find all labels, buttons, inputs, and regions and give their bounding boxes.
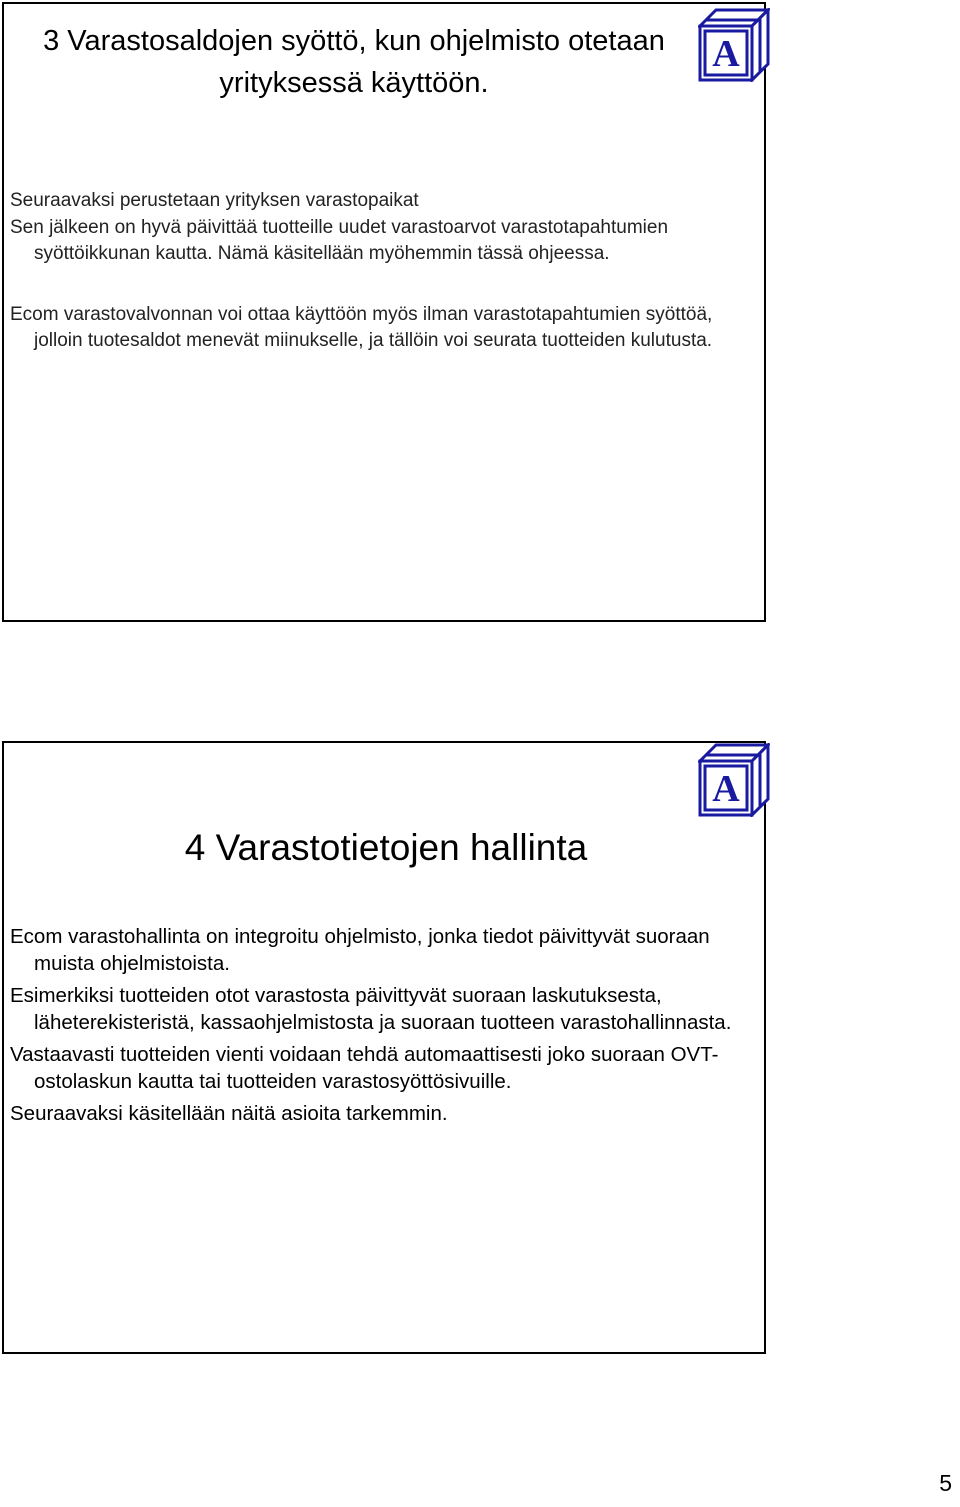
title-line-2: yrityksessä käyttöön. [219, 67, 489, 99]
body-paragraph: Sen jälkeen on hyvä päivittää tuotteille uudet varastoarvot varastotapahtumien syöttöikkunan kautta. Nämä käsitellään myöhemmin tässä ohjeessa. [10, 216, 669, 264]
letter-block-icon [698, 8, 770, 82]
slide-title: 4 Varastotietojen hallinta [184, 827, 588, 868]
body-paragraph: Ecom varastovalvonnan voi ottaa käyttöön myös ilman varastotapahtumien syöttöä, jolloin tuotesaldot menevät miinukselle, ja tällöin voi seurata tuotteiden kulutusta. [10, 303, 713, 351]
title-line-1: 3 Varastosaldojen syöttö, kun ohjelmisto otetaan [43, 25, 665, 57]
logo-letter: A [712, 768, 740, 810]
slide-3 [2, 2, 766, 622]
body-paragraph: Vastaavasti tuotteiden vienti voidaan tehdä automaattisesti joko suoraan OVT-ostolaskun kautta tai tuotteiden varastosyöttösivuille. [10, 1043, 719, 1093]
body-paragraph: Seuraavaksi perustetaan yrityksen varastopaikat [10, 190, 419, 211]
body-paragraph: Ecom varastohallinta on integroitu ohjelmisto, jonka tiedot päivittyvät suoraan muista ohjelmistoista. [10, 925, 710, 975]
page-number: 5 [939, 1470, 952, 1496]
slide-body [10, 188, 750, 355]
logo-letter: A [712, 33, 740, 75]
body-paragraph: Seuraavaksi käsitellään näitä asioita tarkemmin. [10, 1102, 448, 1125]
body-paragraph: Esimerkiksi tuotteiden otot varastosta päivittyvät suoraan laskutuksesta, läheterekisteristä, kassaohjelmistosta ja suoraan tuotteen varastohallinnasta. [10, 984, 732, 1034]
slide-4 [2, 741, 766, 1354]
slide-title [4, 20, 704, 104]
slide-body [10, 923, 750, 1132]
letter-block-icon [698, 743, 770, 817]
